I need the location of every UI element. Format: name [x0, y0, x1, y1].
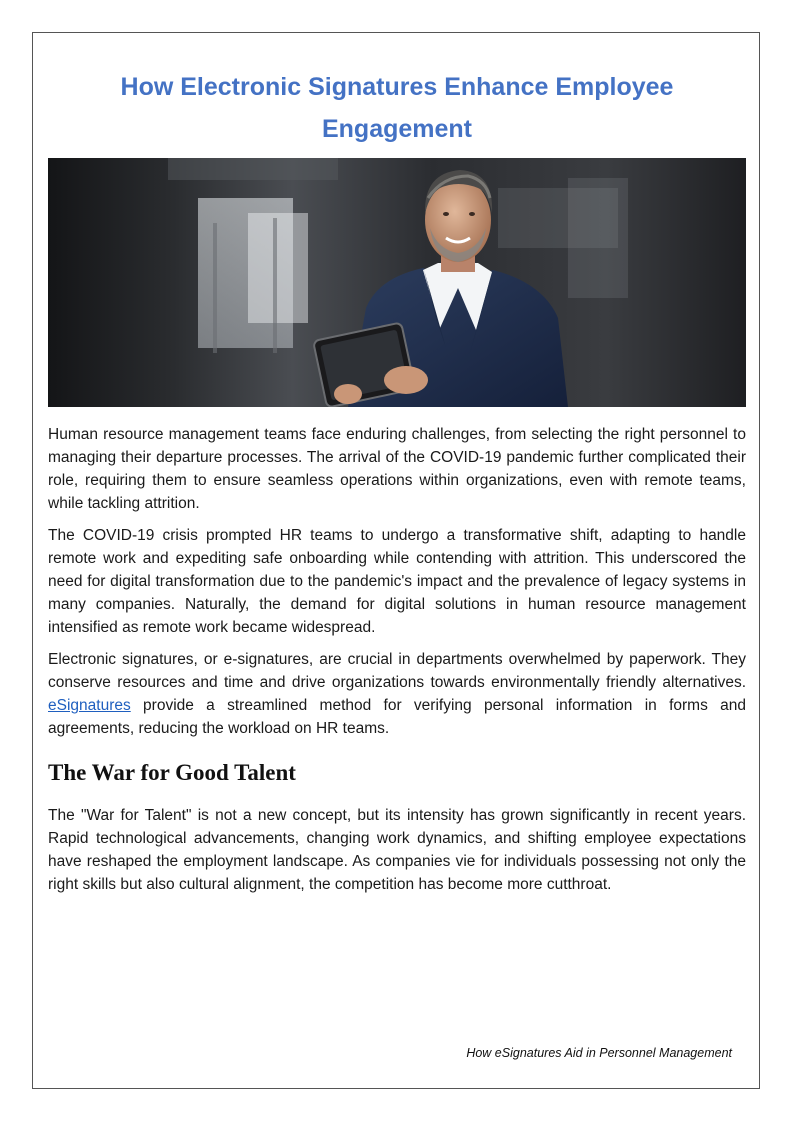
hero-image	[48, 158, 746, 407]
paragraph-3-text-end: provide a streamlined method for verifying personal information in forms and agreements, reducing the workload on HR teams.	[48, 697, 746, 737]
esignatures-link[interactable]: eSignatures	[48, 697, 131, 714]
section-heading: The War for Good Talent	[48, 760, 296, 785]
document-title: How Electronic Signatures Enhance Employee Engagement	[120, 73, 674, 143]
businessman-with-tablet-photo-icon	[48, 158, 746, 407]
section-paragraph: The "War for Talent" is not a new concept, but its intensity has grown significantly in recent years. Rapid technological advancements, changing work dynamics, and shifting employee expectations have reshaped the employment landscape. As companies vie for individuals possessing not only the right skills but also cultural alignment, the competition has become more cutthroat.	[48, 807, 746, 893]
paragraph-1: Human resource management teams face enduring challenges, from selecting the right personnel to managing their departure processes. The arrival of the COVID-19 pandemic further complicated their role, requiring them to ensure seamless operations within organizations, even with remote teams, while tackling attrition.	[48, 426, 746, 512]
paragraph-3-text-start: Electronic signatures, or e-signatures, are crucial in departments overwhelmed by paperwork. They conserve resources and time and drive organizations towards environmentally friendly alternatives.	[48, 651, 746, 691]
paragraph-3	[48, 648, 746, 740]
paragraph-2: The COVID-19 crisis prompted HR teams to undergo a transformative shift, adapting to handle remote work and expediting safe onboarding while contending with attrition. This underscored the need for digital transformation due to the pandemic's impact and the prevalence of legacy systems in many companies. Naturally, the demand for digital solutions in human resource management intensified as remote work became widespread.	[48, 527, 746, 636]
page-footer: How eSignatures Aid in Personnel Management	[466, 1046, 732, 1060]
